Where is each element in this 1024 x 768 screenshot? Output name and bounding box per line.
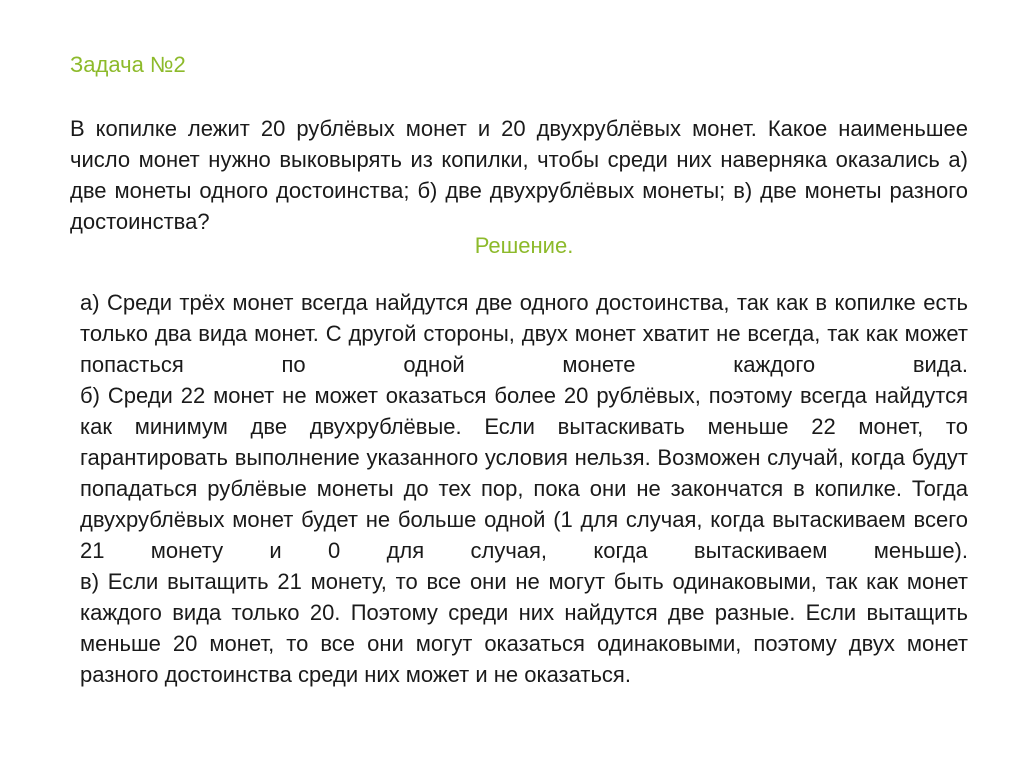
slide-title: Задача №2: [70, 52, 186, 77]
solution-part-c: в) Если вытащить 21 монету, то все они не могут быть одинаковыми, так как монет каждого вида только 20. Поэтому среди них найдутся две разные. Если вытащить меньше 20 монет, то все они могут оказаться одинаковыми, поэтому двух монет разного достоинства среди них может и не оказаться.: [80, 569, 968, 687]
solution-heading: Решение.: [474, 233, 574, 258]
solution-part-a: а) Среди трёх монет всегда найдутся две одного достоинства, так как в копилке есть только два вида монет. С другой стороны, двух монет хватит не всегда, так как может попасться по одной монете каждого вида.: [80, 290, 968, 377]
solution-part-b: б) Среди 22 монет не может оказаться более 20 рублёвых, поэтому всегда найдутся как минимум две двухрублёвые. Если вытаскивать меньше 22 монет, то гарантировать выполнение указанного условия нельзя. Возможен случай, когда будут попадаться рублёвые монеты до тех пор, пока они не закончатся в копилке. Тогда двухрублёвых монет будет не больше одной (1 для случая, когда вытаскиваем всего 21 монету и 0 для случая, когда вытаскиваем меньше).: [80, 383, 968, 563]
problem-statement: В копилке лежит 20 рублёвых монет и 20 двухрублёвых монет. Какое наименьшее число монет нужно выковырять из копилки, чтобы среди них наверняка оказались а) две монеты одного достоинства; б) две двухрублёвых монеты; в) две монеты разного достоинства?: [70, 116, 968, 234]
solution-body: [80, 287, 968, 690]
